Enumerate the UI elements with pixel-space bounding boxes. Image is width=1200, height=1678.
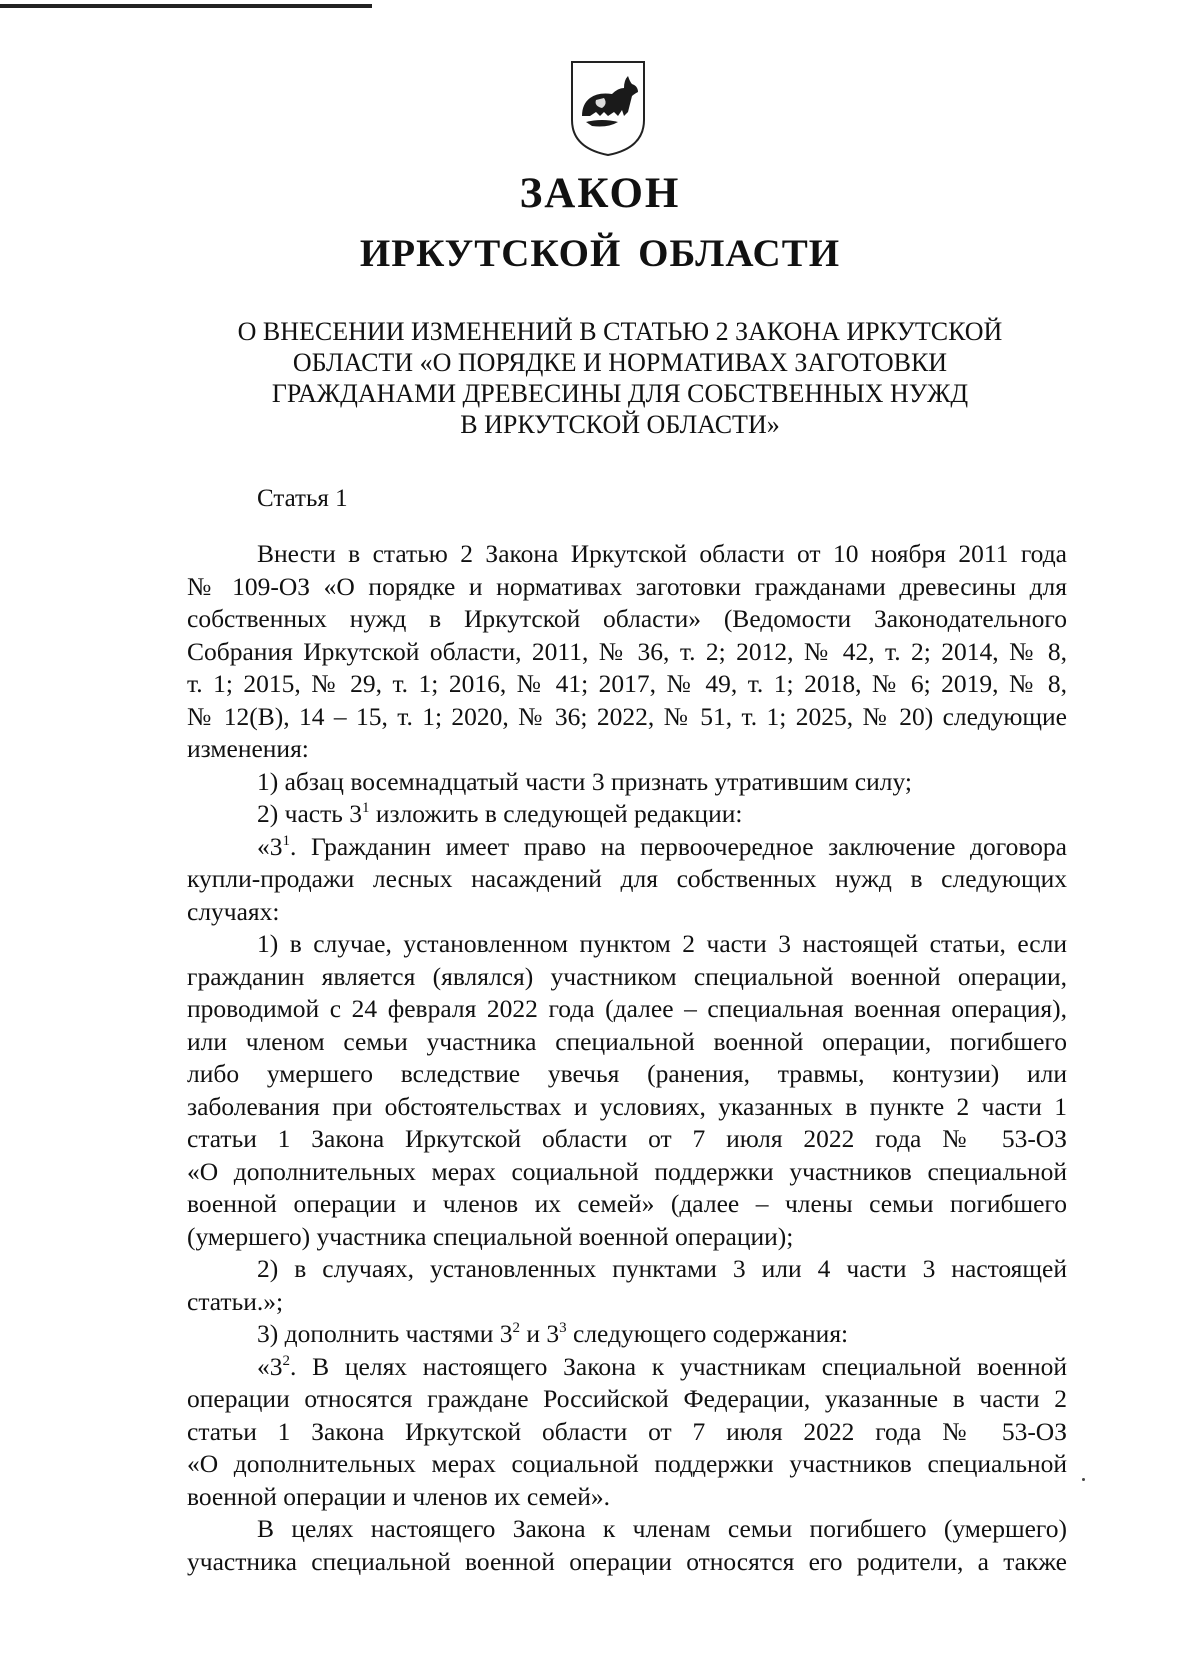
text-line: т. 1; 2015, № 29, т. 1; 2016, № 41; 2017, № 49, т. 1; 2018, № 6; 2019, № 8, (187, 669, 1067, 698)
text-line: собственных нужд в Иркутской области» (Ведомости Законодательного (187, 604, 1067, 633)
text-line: «$3^1$. Гражданин имеет право на первоочередное заключение договора (257, 831, 1067, 861)
text-line: Собрания Иркутской области, 2011, № 36, т. 2; 2012, № 42, т. 2; 2014, № 8, (187, 636, 1067, 666)
text-line: «О дополнительных мерах социальной поддержки участников специальной (187, 1156, 1067, 1186)
intro-paragraph (187, 538, 1067, 766)
item-1: 1) абзац восемнадцатый части 3 признать утратившим силу; (257, 766, 912, 796)
text-line: купли-продажи лесных насаждений для собственных нужд в следующих (187, 864, 1067, 893)
subtitle-line: ОБЛАСТИ «О ПОРЯДКЕ И НОРМАТИВАХ ЗАГОТОВКИ (292, 348, 948, 377)
text-line: 2) в случаях, установленных пунктами 3 или 4 части 3 настоящей (257, 1254, 1067, 1283)
top-rule (0, 4, 372, 8)
document-title: ЗАКОН (519, 170, 681, 217)
text-line: статьи 1 Закона Иркутской области от 7 июля 2022 года № 53-ОЗ (187, 1416, 1067, 1446)
subtitle-line: ГРАЖДАНАМИ ДРЕВЕСИНЫ ДЛЯ СОБСТВЕННЫХ НУЖД (271, 379, 969, 408)
text-line: либо умершего вследствие увечья (ранения, травмы, контузии) или (187, 1059, 1067, 1088)
text-line: статьи.»; (187, 1286, 284, 1316)
document-title-region: ИРКУТСКОЙ ОБЛАСТИ (359, 232, 841, 275)
family-paragraph (187, 1513, 1067, 1578)
text-line: или членом семьи участника специальной военной операции, погибшего (187, 1026, 1067, 1056)
text-line: участника специальной военной операции относятся его родители, а также (187, 1546, 1067, 1576)
text-line: № 109-ОЗ «О порядке и нормативах заготовки гражданами древесины для (187, 571, 1067, 601)
text-line: В целях настоящего Закона к членам семьи погибшего (умершего) (257, 1514, 1067, 1543)
text-line: гражданин является (являлся) участником специальной военной операции, (187, 961, 1067, 991)
subitem-1 (187, 928, 1067, 1253)
quote-part-3-2 (187, 1351, 1067, 1514)
item-3: 3) дополнить частями $3^2$ и $3^3$ следующего содержания: (257, 1319, 849, 1348)
text-line: заболевания при обстоятельствах и условиях, указанных в пункте 2 части 1 (187, 1091, 1067, 1121)
text-line: 1) в случае, установленном пунктом 2 части 3 настоящей статьи, если (257, 929, 1067, 958)
text-line: (умершего) участника специальной военной операции); (187, 1221, 794, 1251)
text-line: «О дополнительных мерах социальной поддержки участников специальной (187, 1449, 1067, 1478)
article-heading: Статья 1 (257, 485, 348, 512)
text-line: проводимой с 24 февраля 2022 года (далее – специальная военная операция), (187, 994, 1067, 1023)
text-line: военной операции и членов их семей». (187, 1481, 611, 1511)
subtitle-line: О ВНЕСЕНИИ ИЗМЕНЕНИЙ В СТАТЬЮ 2 ЗАКОНА ИРКУТСКОЙ (237, 317, 1003, 346)
subitem-2 (187, 1253, 1067, 1318)
text-line: военной операции и членов их семей» (далее – члены семьи погибшего (187, 1189, 1067, 1218)
text-line: № 12(В), 14 – 15, т. 1; 2020, № 36; 2022, № 51, т. 1; 2025, № 20) следующие (187, 701, 1067, 731)
text-line: изменения: (187, 734, 309, 763)
quote-part-3-1 (187, 831, 1067, 929)
article-body (187, 538, 1067, 1578)
text-line: случаях: (187, 896, 280, 926)
text-line: «$3^2$. В целях настоящего Закона к участникам специальной военной (257, 1351, 1067, 1381)
irkutsk-coat-of-arms-icon (568, 58, 648, 158)
law-subtitle (200, 316, 1040, 440)
subtitle-line: В ИРКУТСКОЙ ОБЛАСТИ» (460, 410, 780, 439)
text-line: Внести в статью 2 Закона Иркутской области от 10 ноября 2011 года (257, 539, 1067, 568)
text-line: статьи 1 Закона Иркутской области от 7 июля 2022 года № 53-ОЗ (187, 1124, 1067, 1153)
text-line: операции относятся граждане Российской Федерации, указанные в части 2 (187, 1384, 1067, 1413)
item-2: 2) часть $3^1$ изложить в следующей редакции: (257, 799, 743, 828)
scan-speck (1082, 1478, 1085, 1481)
